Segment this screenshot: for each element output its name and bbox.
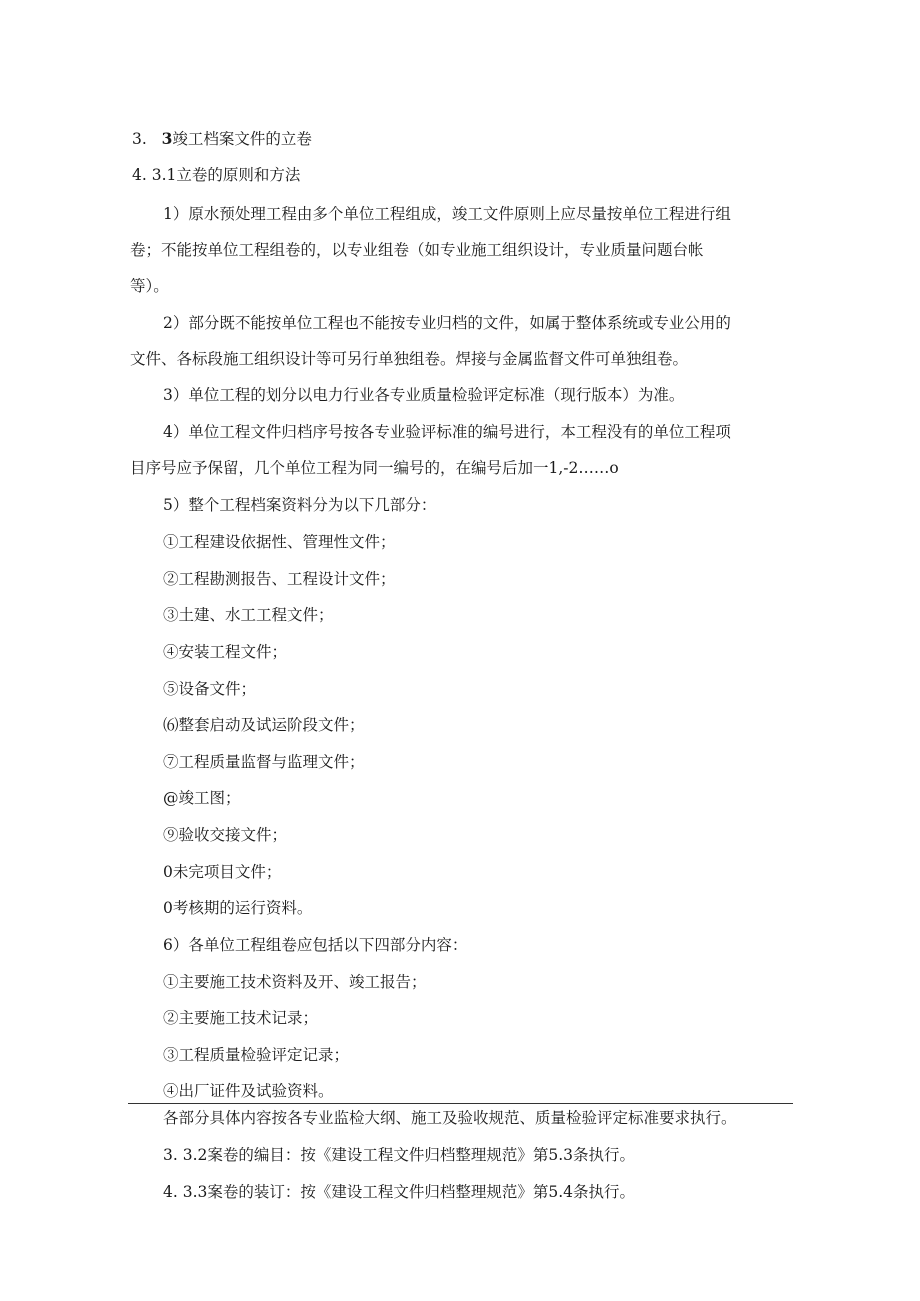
list-item: 0未完项目文件； xyxy=(163,863,282,881)
list-item: ⑤设备文件； xyxy=(163,680,257,698)
list-item: ③土建、水工工程文件； xyxy=(163,606,334,624)
section-title: 竣工档案文件的立卷 xyxy=(172,130,312,148)
paragraph-1-line-3: 等）。 xyxy=(130,277,169,295)
list-item: ②主要施工技术记录； xyxy=(163,1009,319,1027)
paragraph-1-line-1: 1）原水预处理工程由多个单位工程组成，竣工文件原则上应尽量按单位工程进行组 xyxy=(163,205,731,223)
section-number: 3. xyxy=(132,130,147,148)
subsection-heading: 4. 3.1立卷的原则和方法 xyxy=(132,166,301,184)
list-item: ③工程质量检验评定记录； xyxy=(163,1046,350,1064)
list-item: @竣工图； xyxy=(163,789,241,807)
paragraph-4-line-1: 4）单位工程文件归档序号按各专业验评标准的编号进行，本工程没有的单位工程项 xyxy=(163,423,731,441)
list-item: ⑨验收交接文件； xyxy=(163,826,288,844)
closing-paragraph: 各部分具体内容按各专业监检大纲、施工及验收规范、质量检验评定标准要求执行。 xyxy=(163,1109,737,1127)
subsection-3-3-3: 4. 3.3案卷的装订：按《建设工程文件归档整理规范》第5.4条执行。 xyxy=(163,1183,636,1201)
list-item: ⑦工程质量监督与监理文件； xyxy=(163,753,365,771)
subsection-3-3-2: 3. 3.2案卷的编目：按《建设工程文件归档整理规范》第5.3条执行。 xyxy=(163,1146,636,1164)
paragraph-3-line-1: 3）单位工程的划分以电力行业各专业质量检验评定标准（现行版本）为准。 xyxy=(163,386,685,404)
list-item: ①工程建设依据性、管理性文件； xyxy=(163,533,396,551)
paragraph-5-line-1: 5）整个工程档案资料分为以下几部分： xyxy=(163,496,437,514)
section-number-bold: 3 xyxy=(161,129,173,148)
divider xyxy=(128,1103,793,1104)
list-item: 0考核期的运行资料。 xyxy=(163,899,313,917)
list-item: ④安装工程文件； xyxy=(163,643,288,661)
list-item: ⑹整套启动及试运阶段文件； xyxy=(163,716,365,734)
paragraph-4-line-2: 目序号应予保留，几个单位工程为同一编号的，在编号后加一1,-2……o xyxy=(130,459,619,477)
list-item: ④出厂证件及试验资料。 xyxy=(163,1082,334,1100)
paragraph-1-line-2: 卷；不能按单位工程组卷的，以专业组卷（如专业施工组织设计，专业质量问题台帐 xyxy=(130,241,704,259)
list-item: ②工程勘测报告、工程设计文件； xyxy=(163,570,396,588)
paragraph-6-line-1: 6）各单位工程组卷应包括以下四部分内容： xyxy=(163,936,468,954)
list-item: ①主要施工技术资料及开、竣工报告； xyxy=(163,973,427,991)
paragraph-2-line-2: 文件、各标段施工组织设计等可另行单独组卷。焊接与金属监督文件可单独组卷。 xyxy=(130,350,689,368)
paragraph-2-line-1: 2）部分既不能按单位工程也不能按专业归档的文件，如属于整体系统或专业公用的 xyxy=(163,314,731,332)
section-heading xyxy=(132,129,312,149)
